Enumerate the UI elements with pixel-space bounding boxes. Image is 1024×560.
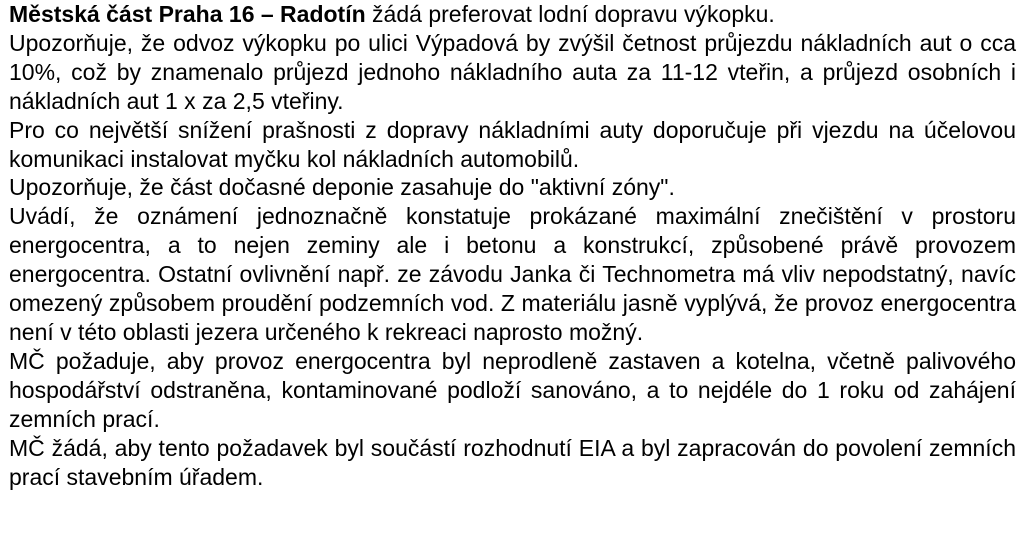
paragraph-truck-traffic: Upozorňuje, že odvoz výkopku po ulici Výpadová by zvýšil četnost průjezdu nákladních aut o cca 10%, což by znamenalo průjezd jednoho nákladního auta za 11-12 vteřin, a průjezd osobních i nákladních aut 1 x za 2,5 vteřiny. xyxy=(9,29,1016,114)
district-heading: Městská část Praha 16 – Radotín xyxy=(9,1,366,27)
paragraph-active-zone: Upozorňuje, že část dočasné deponie zasahuje do "aktivní zóny". xyxy=(9,174,675,201)
paragraph-text: žádá preferovat lodní dopravu výkopku. xyxy=(365,1,775,27)
paragraph-radotin-request xyxy=(9,0,1016,29)
paragraph-eia-requirement: MČ žádá, aby tento požadavek byl součástí rozhodnutí EIA a byl zapracován do povolení zemních prací stavebním úřadem. xyxy=(9,434,1016,490)
paragraph-contamination: Uvádí, že oznámení jednoznačně konstatuje prokázané maximální znečištění v prostoru energocentra, a to nejen zeminy ale i betonu a konstrukcí, způsobené právě provozem energocentra. Ostatní ovlivnění např. ze závodu Janka či Technometra má vliv nepodstatný, navíc omezený způsobem proudění podzemních vod. Z materiálu jasně vyplývá, že provoz energocentra není v této oblasti jezera určeného k rekreaci naprosto možný. xyxy=(9,203,1016,345)
paragraph-energocentrum-demand: MČ požaduje, aby provoz energocentra byl neprodleně zastaven a kotelna, včetně palivového hospodářství odstraněna, kontaminované podloží sanováno, a to nejdéle do 1 roku od zahájení zemních prací. xyxy=(9,347,1016,432)
paragraph-dust-reduction: Pro co největší snížení prašnosti z dopravy nákladními auty doporučuje při vjezdu na účelovou komunikaci instalovat myčku kol nákladních automobilů. xyxy=(9,116,1016,172)
